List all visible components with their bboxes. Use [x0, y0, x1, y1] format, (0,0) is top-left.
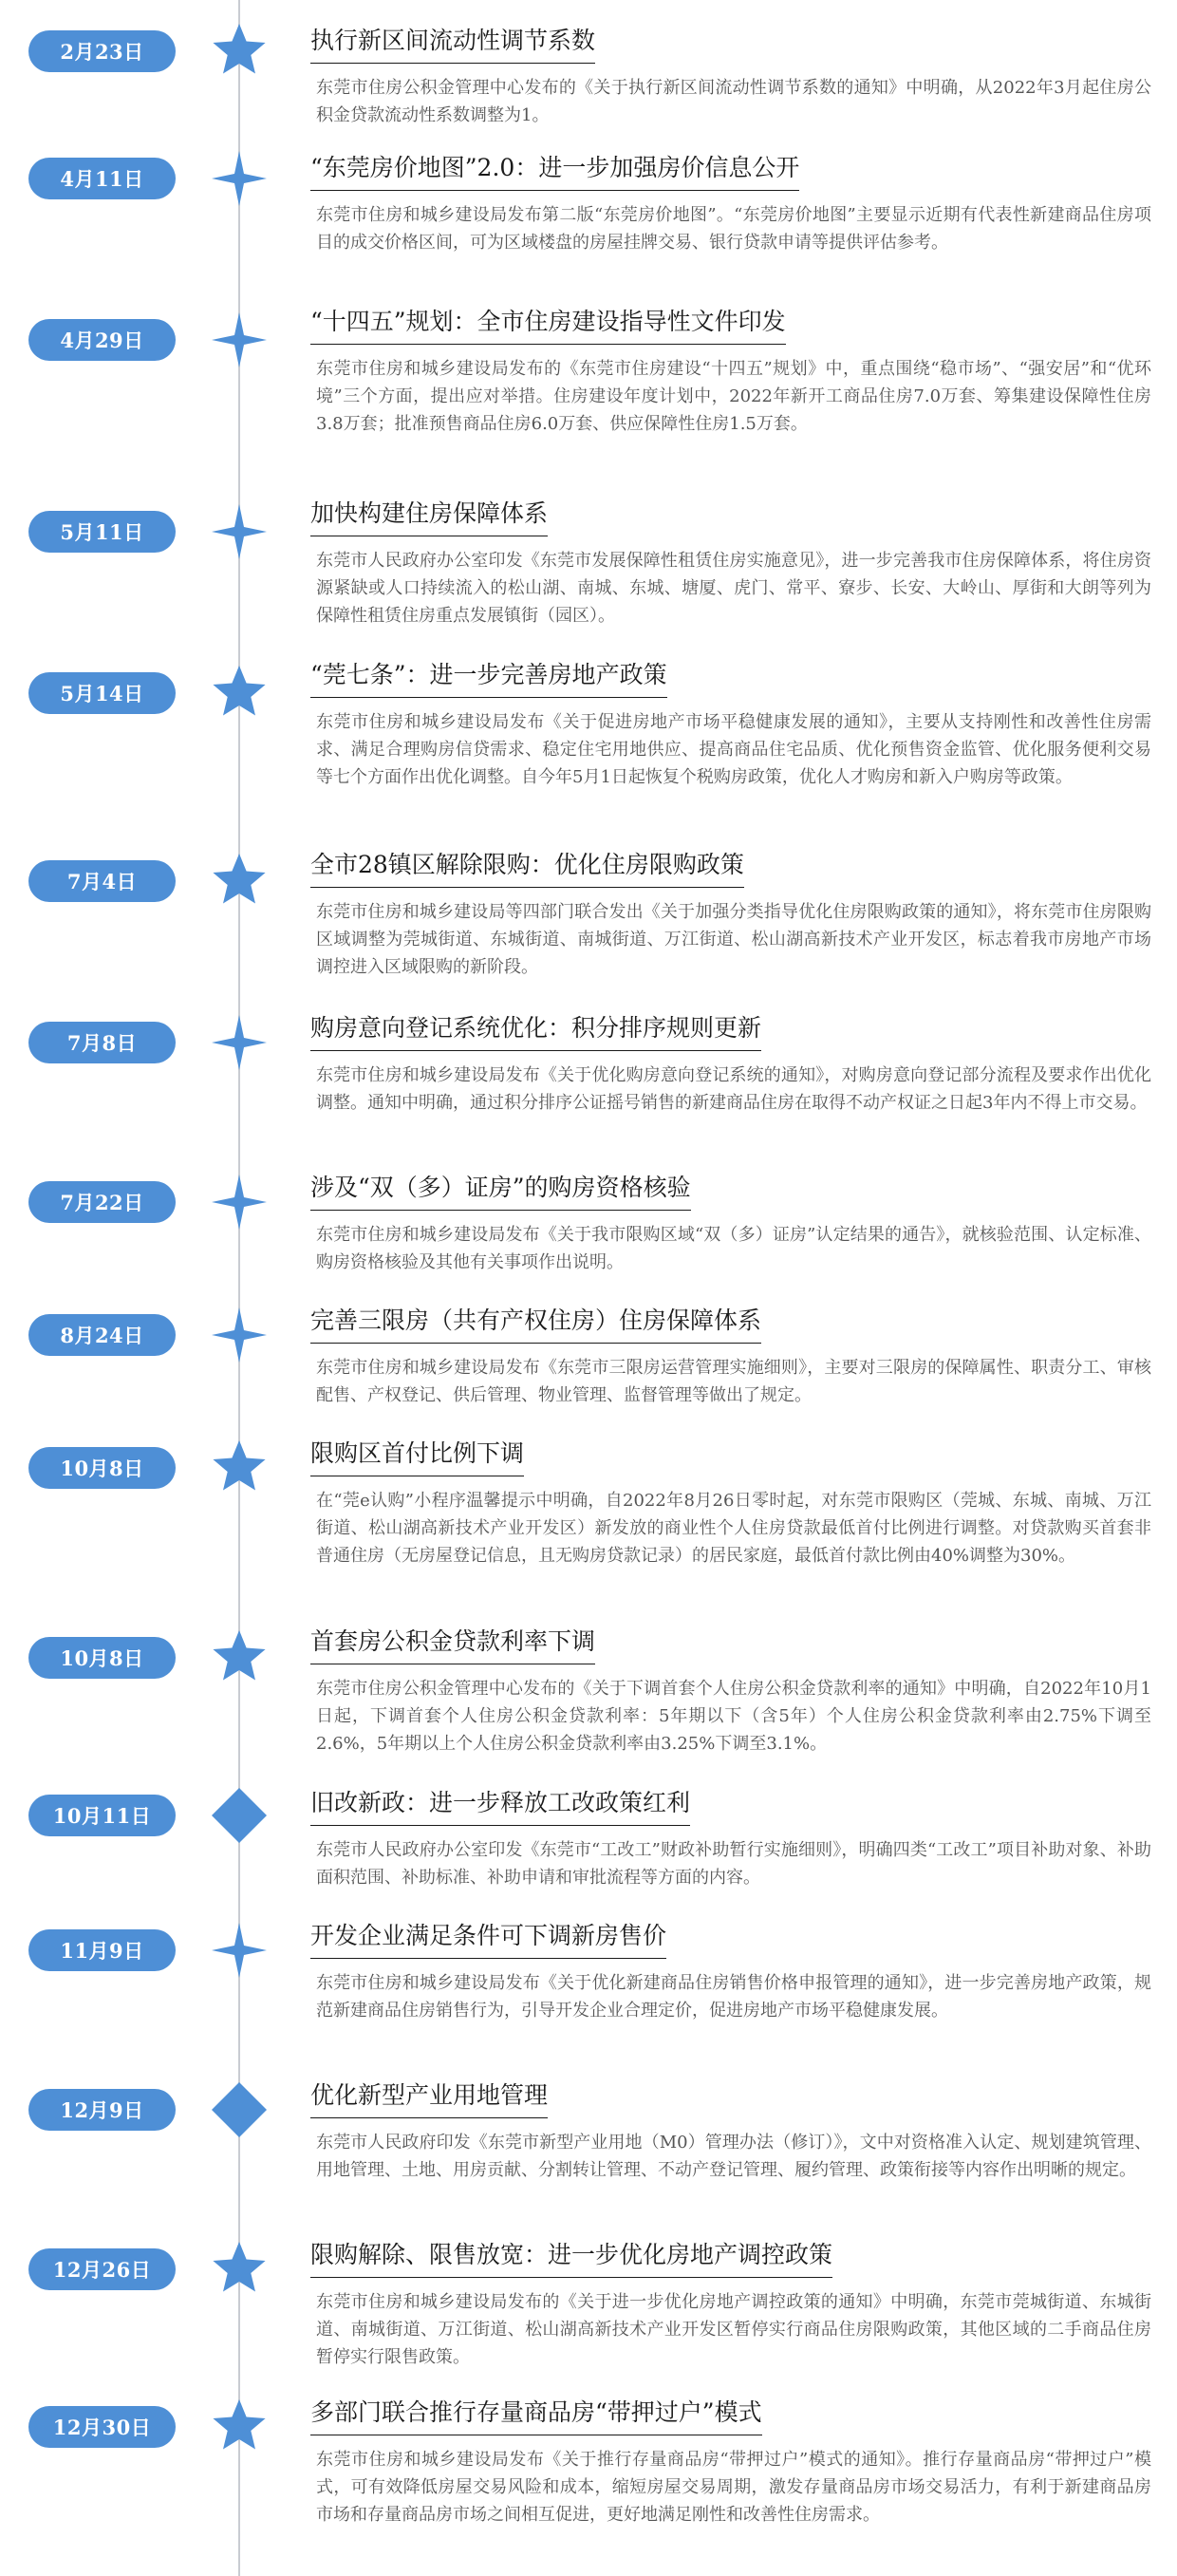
sparkle-icon	[211, 1307, 268, 1363]
event-title: “东莞房价地图”2.0：进一步加强房价信息公开	[310, 152, 799, 191]
date-badge: 5月11日	[28, 511, 176, 553]
event-description: 东莞市住房和城乡建设局发布第二版“东莞房价地图”。“东莞房价地图”主要显示近期有代表性新建商品住房项目的成交价格区间，可为区域楼盘的房屋挂牌交易、银行贷款申请等提供评估参考。	[316, 205, 1151, 253]
star-icon	[211, 1629, 268, 1686]
event-title: 旧改新政：进一步释放工改政策红利	[310, 1787, 690, 1826]
event-title: 首套房公积金贷款利率下调	[310, 1626, 595, 1664]
date-badge: 10月8日	[28, 1637, 176, 1679]
timeline-axis	[238, 0, 240, 2576]
date-badge: 12月9日	[28, 2089, 176, 2131]
event-title: 涉及“双（多）证房”的购房资格核验	[310, 1172, 691, 1211]
event-description: 东莞市住房公积金管理中心发布的《关于执行新区间流动性调节系数的通知》中明确，从2022年3月起住房公积金贷款流动性系数调整为1。	[316, 78, 1151, 125]
event-description: 东莞市住房和城乡建设局发布《关于促进房地产市场平稳健康发展的通知》，主要从支持刚性和改善性住房需求、满足合理购房信贷需求、稳定住宅用地供应、提高商品住宅品质、优化预售资金监管、优化服务便利交易等七个方面作出优化调整。自今年5月1日起恢复个税购房政策，优化人才购房和新入户购房等政策。	[316, 712, 1151, 787]
event-description: 东莞市住房和城乡建设局发布《东莞市三限房运营管理实施细则》，主要对三限房的保障属性、职责分工、审核配售、产权登记、供后管理、物业管理、监督管理等做出了规定。	[316, 1358, 1151, 1405]
event-title: 限购解除、限售放宽：进一步优化房地产调控政策	[310, 2239, 832, 2278]
event-title: “十四五”规划：全市住房建设指导性文件印发	[310, 306, 786, 345]
date-badge: 12月30日	[28, 2406, 176, 2448]
sparkle-icon	[211, 1922, 268, 1979]
date-badge: 5月14日	[28, 672, 176, 714]
event-title: 完善三限房（共有产权住房）住房保障体系	[310, 1305, 761, 1344]
date-badge: 8月24日	[28, 1314, 176, 1356]
date-badge: 11月9日	[28, 1929, 176, 1971]
event-title: 全市28镇区解除限购：优化住房限购政策	[310, 849, 744, 888]
event-description: 东莞市住房和城乡建设局发布的《东莞市住房建设“十四五”规划》中，重点围绕“稳市场”、“强安居”和“优环境”三个方面，提出应对举措。住房建设年度计划中，2022年新开工商品住房7.0万套、筹集建设保障性住房3.8万套；批准预售商品住房6.0万套、供应保障性住房1.5万套。	[316, 359, 1151, 434]
event-title: “莞七条”：进一步完善房地产政策	[310, 659, 667, 698]
event-title: 加快构建住房保障体系	[310, 498, 548, 536]
diamond-icon	[211, 2081, 268, 2138]
sparkle-icon	[211, 311, 268, 368]
date-badge: 7月4日	[28, 860, 176, 902]
event-title: 限购区首付比例下调	[310, 1438, 524, 1476]
event-title: 执行新区间流动性调节系数	[310, 25, 595, 64]
star-icon	[211, 2241, 268, 2298]
event-description: 在“莞e认购”小程序温馨提示中明确，自2022年8月26日零时起，对东莞市限购区（莞城、东城、南城、万江街道、松山湖高新技术产业开发区）新发放的商业性个人住房贷款最低首付比例进行调整。对贷款购买首套非普通住房（无房屋登记信息，且无购房贷款记录）的居民家庭，最低首付款比例由40%调整为30%。	[316, 1491, 1151, 1566]
date-badge: 2月23日	[28, 30, 176, 72]
date-badge: 4月11日	[28, 158, 176, 199]
event-title: 购房意向登记系统优化：积分排序规则更新	[310, 1012, 761, 1051]
date-badge: 10月8日	[28, 1447, 176, 1489]
event-description: 东莞市住房和城乡建设局发布《关于推行存量商品房“带押过户”模式的通知》。推行存量商品房“带押过户”模式，可有效降低房屋交易风险和成本，缩短房屋交易周期，激发存量商品房市场交易活力，有利于新建商品房市场和存量商品房市场之间相互促进，更好地满足刚性和改善性住房需求。	[316, 2450, 1151, 2525]
star-icon	[211, 665, 268, 722]
sparkle-icon	[211, 150, 268, 207]
event-description: 东莞市人民政府印发《东莞市新型产业用地（M0）管理办法（修订）》，文中对资格准入认定、规划建筑管理、用地管理、土地、用房贡献、分割转让管理、不动产登记管理、履约管理、政策衔接等内容作出明晰的规定。	[316, 2133, 1151, 2180]
event-description: 东莞市住房和城乡建设局等四部门联合发出《关于加强分类指导优化住房限购政策的通知》，将东莞市住房限购区域调整为莞城街道、东城街道、南城街道、万江街道、松山湖高新技术产业开发区，标志着我市房地产市场调控进入区域限购的新阶段。	[316, 902, 1151, 977]
event-title: 开发企业满足条件可下调新房售价	[310, 1920, 666, 1959]
event-description: 东莞市人民政府办公室印发《东莞市“工改工”财政补助暂行实施细则》，明确四类“工改工”项目补助对象、补助面积范围、补助标准、补助申请和审批流程等方面的内容。	[316, 1840, 1151, 1888]
diamond-icon	[211, 1787, 268, 1844]
event-description: 东莞市住房和城乡建设局发布《关于我市限购区域“双（多）证房”认定结果的通告》，就核验范围、认定标准、购房资格核验及其他有关事项作出说明。	[316, 1225, 1151, 1272]
star-icon	[211, 23, 268, 80]
sparkle-icon	[211, 1014, 268, 1071]
star-icon	[211, 1439, 268, 1496]
date-badge: 10月11日	[28, 1795, 176, 1836]
date-badge: 4月29日	[28, 319, 176, 361]
sparkle-icon	[211, 503, 268, 560]
event-description: 东莞市人民政府办公室印发《东莞市发展保障性租赁住房实施意见》，进一步完善我市住房保障体系，将住房资源紧缺或人口持续流入的松山湖、南城、东城、塘厦、虎门、常平、寮步、长安、大岭山、厚街和大朗等列为保障性租赁住房重点发展镇街（园区）。	[316, 551, 1151, 626]
event-description: 东莞市住房公积金管理中心发布的《关于下调首套个人住房公积金贷款利率的通知》中明确，自2022年10月1日起，下调首套个人住房公积金贷款利率：5年期以下（含5年）个人住房公积金贷款利率由2.75%下调至2.6%，5年期以上个人住房公积金贷款利率由3.25%下调至3.1%。	[316, 1679, 1151, 1754]
date-badge: 7月8日	[28, 1022, 176, 1063]
star-icon	[211, 2398, 268, 2455]
date-badge: 7月22日	[28, 1181, 176, 1223]
event-description: 东莞市住房和城乡建设局发布《关于优化购房意向登记系统的通知》，对购房意向登记部分流程及要求作出优化调整。通知中明确，通过积分排序公证摇号销售的新建商品住房在取得不动产权证之日起3年内不得上市交易。	[316, 1065, 1151, 1113]
sparkle-icon	[211, 1174, 268, 1231]
event-description: 东莞市住房和城乡建设局发布《关于优化新建商品住房销售价格申报管理的通知》，进一步完善房地产政策，规范新建商品住房销售行为，引导开发企业合理定价，促进房地产市场平稳健康发展。	[316, 1973, 1151, 2021]
star-icon	[211, 853, 268, 910]
event-description: 东莞市住房和城乡建设局发布的《关于进一步优化房地产调控政策的通知》中明确，东莞市莞城街道、东城街道、南城街道、万江街道、松山湖高新技术产业开发区暂停实行商品住房限购政策，其他区域的二手商品住房暂停实行限售政策。	[316, 2292, 1151, 2367]
event-title: 优化新型产业用地管理	[310, 2079, 548, 2118]
event-title: 多部门联合推行存量商品房“带押过户”模式	[310, 2397, 762, 2435]
date-badge: 12月26日	[28, 2248, 176, 2290]
